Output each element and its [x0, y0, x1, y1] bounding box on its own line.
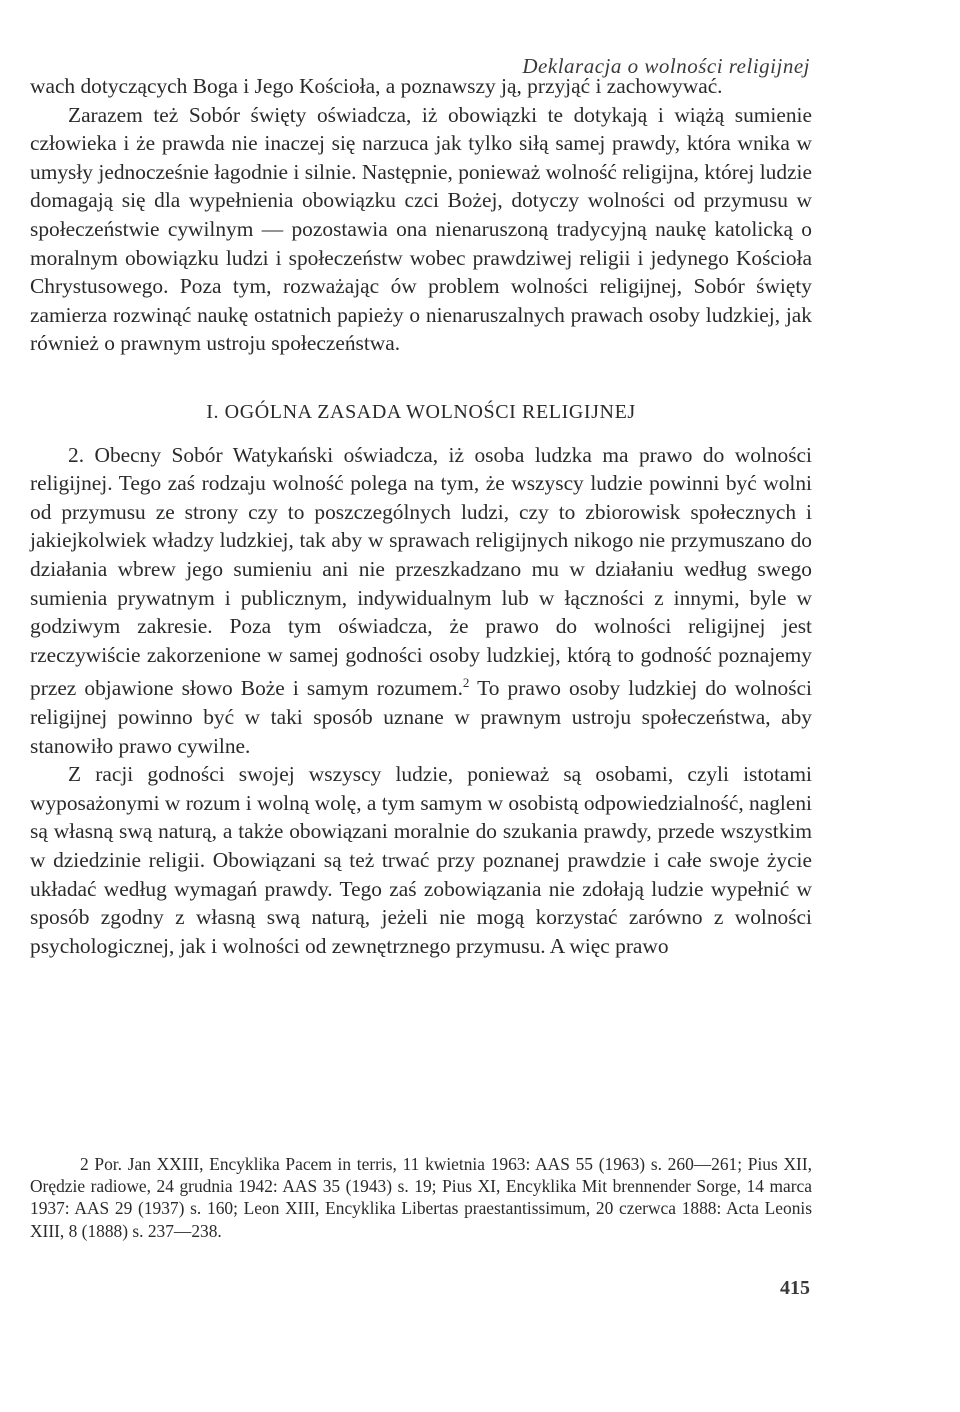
paragraph-text: 2. Obecny Sobór Watykański oświadcza, iż osoba ludzka ma prawo do wolności religijnej. Tego zaś rodzaju wolność polega na tym, że wszyscy ludzie powinni być wolni od przymusu ze strony czy to poszczególnych ludzi, czy to zbiorowisk społecznych i jakiejkolwiek władzy ludzkiej, tak aby w sprawach religijnych nikogo nie przymuszano do działania wbrew jego sumieniu ani nie przeszkadzano mu w działaniu według swego sumienia prywatnym i publicznym, indywidualnym lub w łączności z innymi, byle w godziwym zakresie. Poza tym oświadcza, że prawo do wolności religijnej jest rzeczywiście zakorzenione w samej godności osoby ludzkiej, którą to godność poznajemy przez objawione słowo Boże i samym rozumem. [30, 442, 812, 701]
section-heading: I. OGÓLNA ZASADA WOLNOŚCI RELIGIJNEJ [206, 400, 636, 423]
paragraph: Zarazem też Sobór święty oświadcza, iż obowiązki te dotykają i wiążą sumienie człowieka i że prawda nie inaczej się narzuca jak tylko siłą samej prawdy, która wnika w umysły jednocześnie łagodnie i silnie. Następnie, ponieważ wolność religijna, której ludzie domagają się dla wypełnienia obowiązku czci Bożej, dotyczy wolności od przymusu w społeczeństwie cywilnym — pozostawia ona nienaruszoną tradycyjną naukę katolicką o moralnym obowiązku ludzi i społeczeństw wobec prawdziwej religii i jedynego Kościoła Chrystusowego. Poza tym, rozważając ów problem wolności religijnej, Sobór święty zamierza rozwinąć naukę ostatnich papieży o nienaruszalnych prawach osoby ludzkiej, jak również o prawnym ustroju społeczeństwa. [30, 102, 812, 356]
paragraph-continuation: wach dotyczących Boga i Jego Kościoła, a poznawszy ją, przyjąć i zachowywać. [30, 74, 723, 98]
footnote: 2 Por. Jan XXIII, Encyklika Pacem in terris, 11 kwietnia 1963: AAS 55 (1963) s. 260—261; Pius XII, Orędzie radiowe, 24 grudnia 1942: AAS 35 (1943) s. 19; Pius XI, Encyklika Mit brennender Sorge, 14 marca 1937: AAS 29 (1937) s. 160; Leon XIII, Encyklika Libertas praestantissimum, 20 czerwca 1888: Acta Leonis XIII, 8 (1888) s. 237—238. [30, 1154, 812, 1241]
paragraph-text-tail: To prawo osoby ludzkiej do wolności religijnej powinno być w taki sposób uznane w prawnym ustroju społeczeństwa, aby stanowiło prawo cywilne. [30, 676, 812, 758]
main-text [30, 72, 812, 960]
running-header: Deklaracja o wolności religijnej [522, 54, 810, 78]
paragraph-article-2 [30, 441, 812, 761]
paragraph: Z racji godności swojej wszyscy ludzie, ponieważ są osobami, czyli istotami wyposażonymi w rozum i wolną wolę, a tym samym w osobistą odpowiedzialność, nagleni są własną swą naturą, a także obowiązani moralnie do szukania prawdy, przede wszystkim w dziedzinie religii. Obowiązani są też trwać przy poznanej prawdzie i całe swoje życie układać według wymagań prawdy. Tego zaś zobowiązania nie zdołają ludzie wypełnić w sposób zgodny z własną swą naturą, jeżeli nie mogą korzystać zarówno z wolności psychologicznej, jak i wolności od zewnętrznego przymusu. A więc prawo [30, 762, 812, 958]
page-number: 415 [780, 1277, 810, 1299]
footnote-reference: 2 [462, 675, 470, 691]
